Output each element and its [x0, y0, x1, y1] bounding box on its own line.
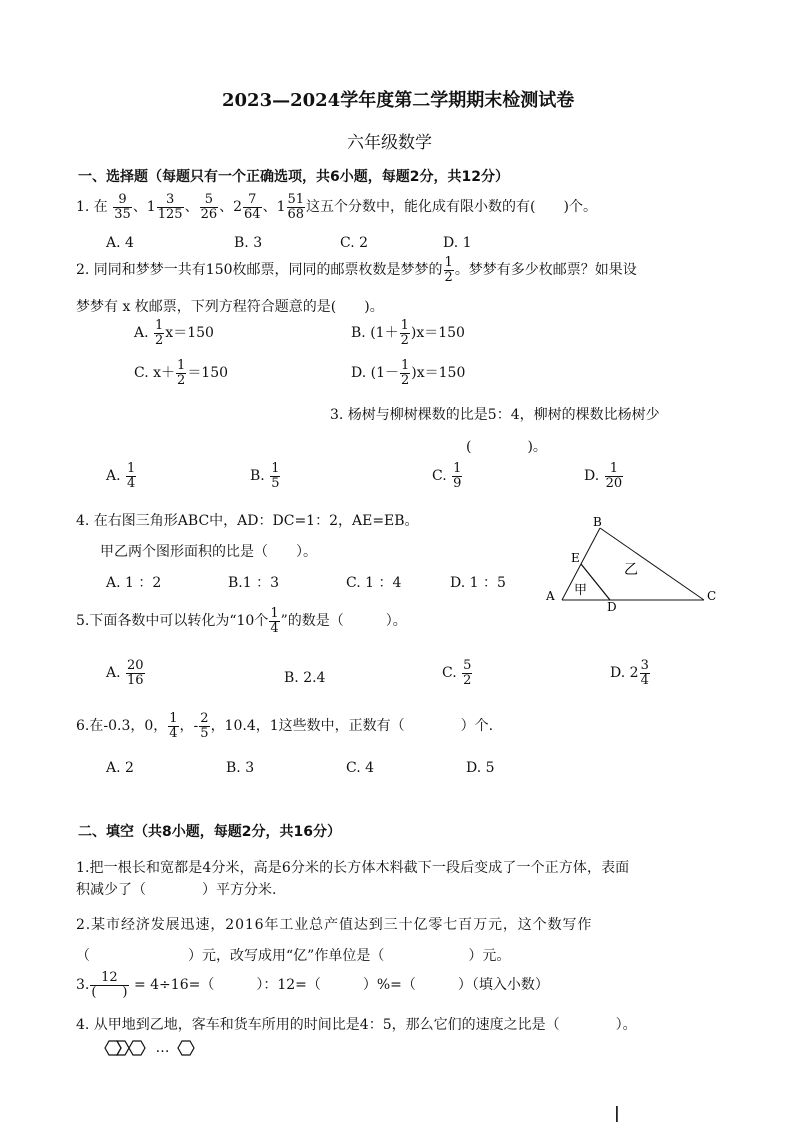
hexagon-pattern	[101, 1038, 196, 1058]
q6-option-d: D. 5	[466, 760, 495, 776]
page-mark: |	[614, 1103, 620, 1122]
question-1-5: 5.下面各数中可以转化为“10个 $\frac{1}{4}$ ”的数是（ ）。	[76, 606, 407, 636]
q6-fraction-2: $\frac{2}{5}$	[200, 711, 209, 741]
section-heading-fill-in: 二、填空（共8小题，每题2分，共16分）	[78, 824, 341, 840]
q5-option-d: D. 2 $\frac{3}{4}$	[610, 658, 649, 688]
question-1-4-line2: 甲乙两个图形面积的比是（ ）。	[100, 544, 317, 560]
q5-option-a: A. $\frac{20}{16}$	[106, 658, 144, 688]
q5-fraction: $\frac{1}{4}$	[270, 606, 279, 636]
q4-option-a: A. 1 ：2	[106, 575, 162, 591]
q5-option-c: C. $\frac{5}{2}$	[442, 658, 472, 688]
label-a: A	[546, 589, 555, 603]
q6-fraction-1: $\frac{1}{4}$	[169, 711, 178, 741]
fill-question-2-line1: 2.某市经济发展迅速，2016年工业总产值达到三十亿零七百万元，这个数写作	[76, 917, 593, 933]
page-subtitle: 六年级数学	[347, 133, 432, 153]
q1-sep: 、2	[219, 199, 243, 216]
hexagon-ellipsis: …	[155, 1040, 170, 1056]
q4-option-b: B.1 ：3	[228, 575, 280, 591]
hexagon-chain-icon	[101, 1038, 149, 1058]
q1-suffix: 这五个分数中，能化成有限小数的有( )个。	[306, 199, 597, 216]
label-jia: 甲	[574, 583, 588, 598]
fill-question-1-line2: 积减少了（ ）平方分米.	[76, 882, 277, 898]
question-1-4-line1: 4. 在右图三角形ABC中，AD：DC=1：2，AE=EB。	[76, 513, 419, 529]
q2-option-b: B. (1＋ $\frac{1}{2}$ )x＝150	[351, 318, 465, 348]
q1-option-b: B. 3	[234, 235, 263, 251]
fill-question-3: 3. $\frac{12}{( )}$ = 4÷16=（ ）：12=（ ）%=（ ）（填入小数）	[76, 970, 549, 1000]
q6-option-a: A. 2	[106, 760, 134, 776]
question-1-3-line2: ( )。	[466, 439, 547, 455]
fill-q3-fraction: $\frac{12}{( )}$	[91, 970, 128, 1000]
hexagon-single-icon	[176, 1038, 196, 1058]
label-b: B	[593, 515, 602, 529]
question-1-6: 6.在-0.3，0， $\frac{1}{4}$ ，- $\frac{2}{5}$ ，10.4，1这些数中，正数有（ ）个.	[76, 711, 494, 741]
q1-option-a: A. 4	[106, 235, 134, 251]
fill-question-2-line2: （ ）元，改写成用“亿”作单位是（ ）元。	[76, 948, 511, 964]
q1-fraction-5: $\frac{51}{68}$	[287, 192, 305, 222]
q1-fraction-4: $\frac{7}{64}$	[244, 192, 261, 222]
q3-option-b: B. $\frac{1}{5}$	[250, 461, 280, 491]
label-c: C	[707, 589, 717, 603]
q1-sep: 、	[184, 199, 199, 216]
q2-option-d: D. (1－ $\frac{1}{2}$ )x＝150	[351, 358, 466, 388]
q2-fraction: $\frac{1}{2}$	[444, 255, 453, 285]
fill-question-4: 4. 从甲地到乙地，客车和货车所用的时间比是4：5，那么它们的速度之比是（ ）。	[76, 1017, 637, 1033]
q1-fraction-1: $\frac{9}{35}$	[114, 192, 131, 222]
section-heading-choice: 一、选择题（每题只有一个正确选项，共6小题，每题2分，共12分）	[78, 169, 509, 185]
q1-prefix: 1. 在	[76, 199, 108, 216]
q4-option-d: D. 1 ：5	[450, 575, 506, 591]
question-1-2-line1: 2. 同同和梦梦一共有150枚邮票，同同的邮票枚数是梦梦的 $\frac{1}{2}$ 。梦梦有多少枚邮票？如果设	[76, 255, 637, 285]
q6-option-c: C. 4	[346, 760, 375, 776]
question-1-3-line1: 3. 杨树与柳树棵数的比是5：4，柳树的棵数比杨树少	[330, 407, 660, 423]
triangle-edge-bc	[600, 528, 704, 600]
q4-option-c: C. 1 ：4	[346, 575, 402, 591]
fill-question-1-line1: 1.把一根长和宽都是4分米，高是6分米的长方体木料截下一段后变成了一个正方体，表面	[76, 860, 630, 876]
q1-sep: 、1	[262, 199, 286, 216]
q1-option-c: C. 2	[340, 235, 369, 251]
label-d: D	[607, 600, 617, 614]
q6-option-b: B. 3	[226, 760, 255, 776]
q1-fraction-3: $\frac{5}{26}$	[200, 192, 218, 222]
q3-option-d: D. $\frac{1}{20}$	[584, 461, 623, 491]
label-e: E	[571, 551, 580, 565]
triangle-abc-figure	[540, 514, 730, 614]
q2-option-a: A. $\frac{1}{2}$ x＝150	[134, 318, 214, 348]
q3-option-c: C. $\frac{1}{9}$	[432, 461, 462, 491]
q2-option-c: C. x＋ $\frac{1}{2}$ ＝150	[134, 358, 229, 388]
page-title: 2023—2024学年度第二学期期末检测试卷	[222, 90, 575, 111]
q1-option-d: D. 1	[443, 235, 472, 251]
q3-option-a: A. $\frac{1}{4}$	[106, 461, 136, 491]
q1-fraction-2: $\frac{3}{125}$	[157, 192, 183, 222]
label-yi: 乙	[624, 562, 638, 578]
question-1-2-line2: 梦梦有 x 枚邮票，下列方程符合题意的是( )。	[76, 299, 384, 315]
q5-option-b: B. 2.4	[284, 670, 326, 686]
q1-sep: 、1	[132, 199, 156, 216]
question-1-1	[76, 193, 597, 221]
